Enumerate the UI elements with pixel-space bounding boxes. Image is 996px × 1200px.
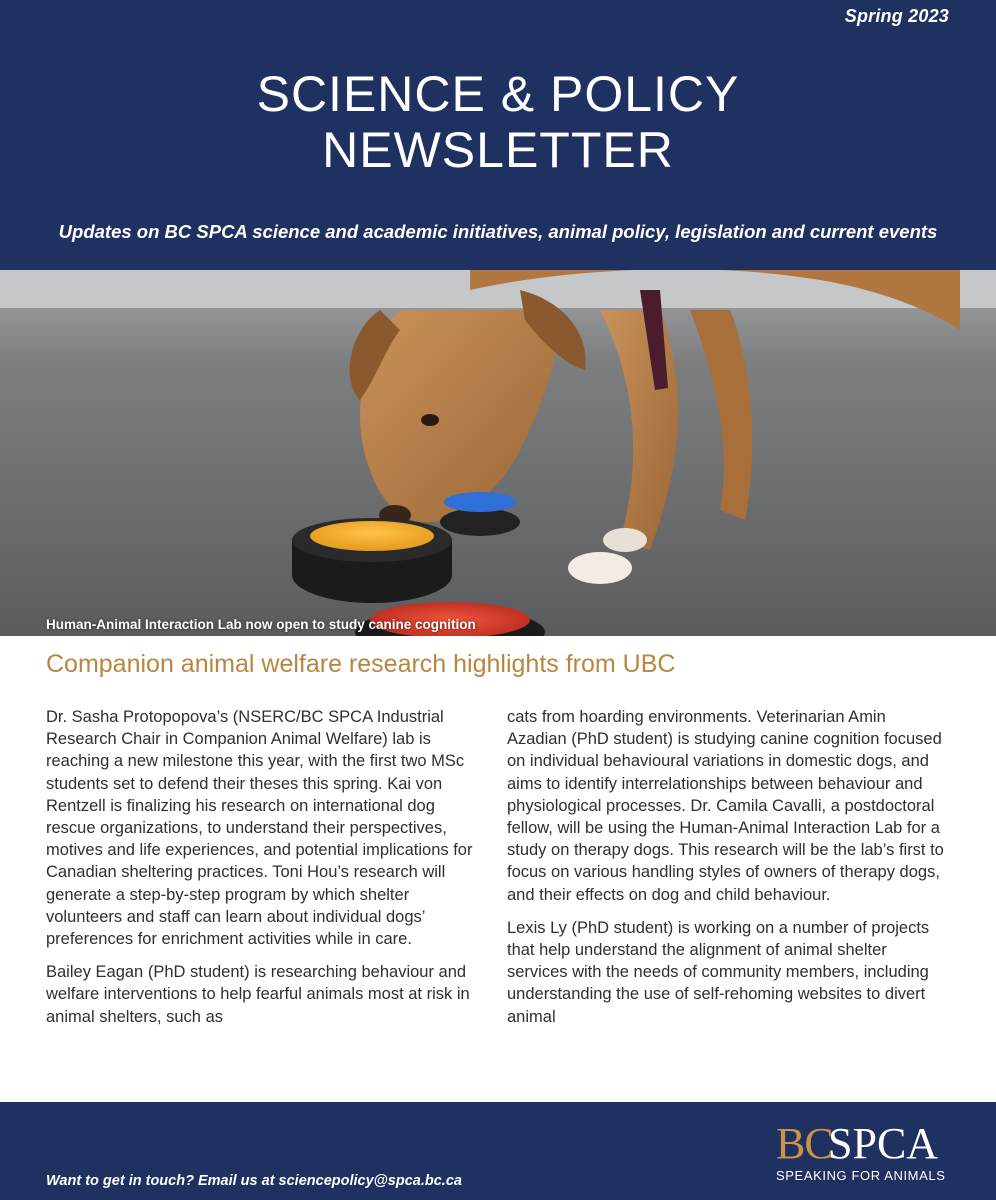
issue-season: Spring 2023 bbox=[844, 6, 949, 26]
logo-spca-text: SPCA bbox=[828, 1119, 939, 1168]
bcspca-logo bbox=[776, 1120, 956, 1190]
hero-photo bbox=[0, 270, 996, 636]
newsletter-subtitle: Updates on BC SPCA science and academic initiatives, animal policy, legislation and current events bbox=[58, 221, 938, 242]
dog-with-buttons-illustration bbox=[0, 270, 996, 636]
article-column-right bbox=[507, 706, 947, 1039]
title-line-2: NEWSLETTER bbox=[322, 122, 674, 178]
photo-caption: Human-Animal Interaction Lab now open to study canine cognition bbox=[46, 617, 476, 632]
article-heading: Companion animal welfare research highlights from UBC bbox=[46, 650, 676, 678]
paragraph: Bailey Eagan (PhD student) is researching behaviour and welfare interventions to help fearful animals most at risk in animal shelters, such as bbox=[46, 963, 470, 1026]
article-column-left bbox=[46, 706, 486, 1039]
contact-email-line[interactable]: Want to get in touch? Email us at sciencepolicy@spca.bc.ca bbox=[46, 1173, 462, 1189]
paragraph: Lexis Ly (PhD student) is working on a number of projects that help understand the alignment of animal shelter services with the needs of community members, including understanding the use of self-rehoming websites to divert animal bbox=[507, 918, 930, 1026]
newsletter-title bbox=[0, 66, 996, 178]
logo-tagline: SPEAKING FOR ANIMALS bbox=[776, 1168, 946, 1183]
header-banner bbox=[0, 0, 996, 270]
title-line-1: SCIENCE & POLICY bbox=[256, 66, 740, 122]
paragraph: Dr. Sasha Protopopova’s (NSERC/BC SPCA Industrial Research Chair in Companion Animal Welfare) lab is reaching a new milestone this year, with the first two MSc students set to defend their theses this spring. Kai von Rentzell is finalizing his research on international dog rescue organizations, to understand their perspectives, motives and life experiences, and potential implications for Canadian sheltering practices. Toni Hou’s research will generate a step-by-step program by which shelter volunteers and staff can learn about individual dogs’ preferences for enrichment activities while in care. bbox=[46, 708, 473, 949]
logo-bc-text: BC bbox=[776, 1119, 833, 1168]
paragraph: cats from hoarding environments. Veterinarian Amin Azadian (PhD student) is studying canine cognition focused on individual behavioural variations in domestic dogs, and aims to identify interrelationships between behaviour and physiological processes. Dr. Camila Cavalli, a postdoctoral fellow, will be using the Human-Animal Interaction Lab for a study on therapy dogs. This research will be the lab’s first to focus on various handling styles of owners of therapy dogs, and their effects on dog and child behaviour. bbox=[507, 708, 944, 904]
footer-banner bbox=[0, 1102, 996, 1200]
